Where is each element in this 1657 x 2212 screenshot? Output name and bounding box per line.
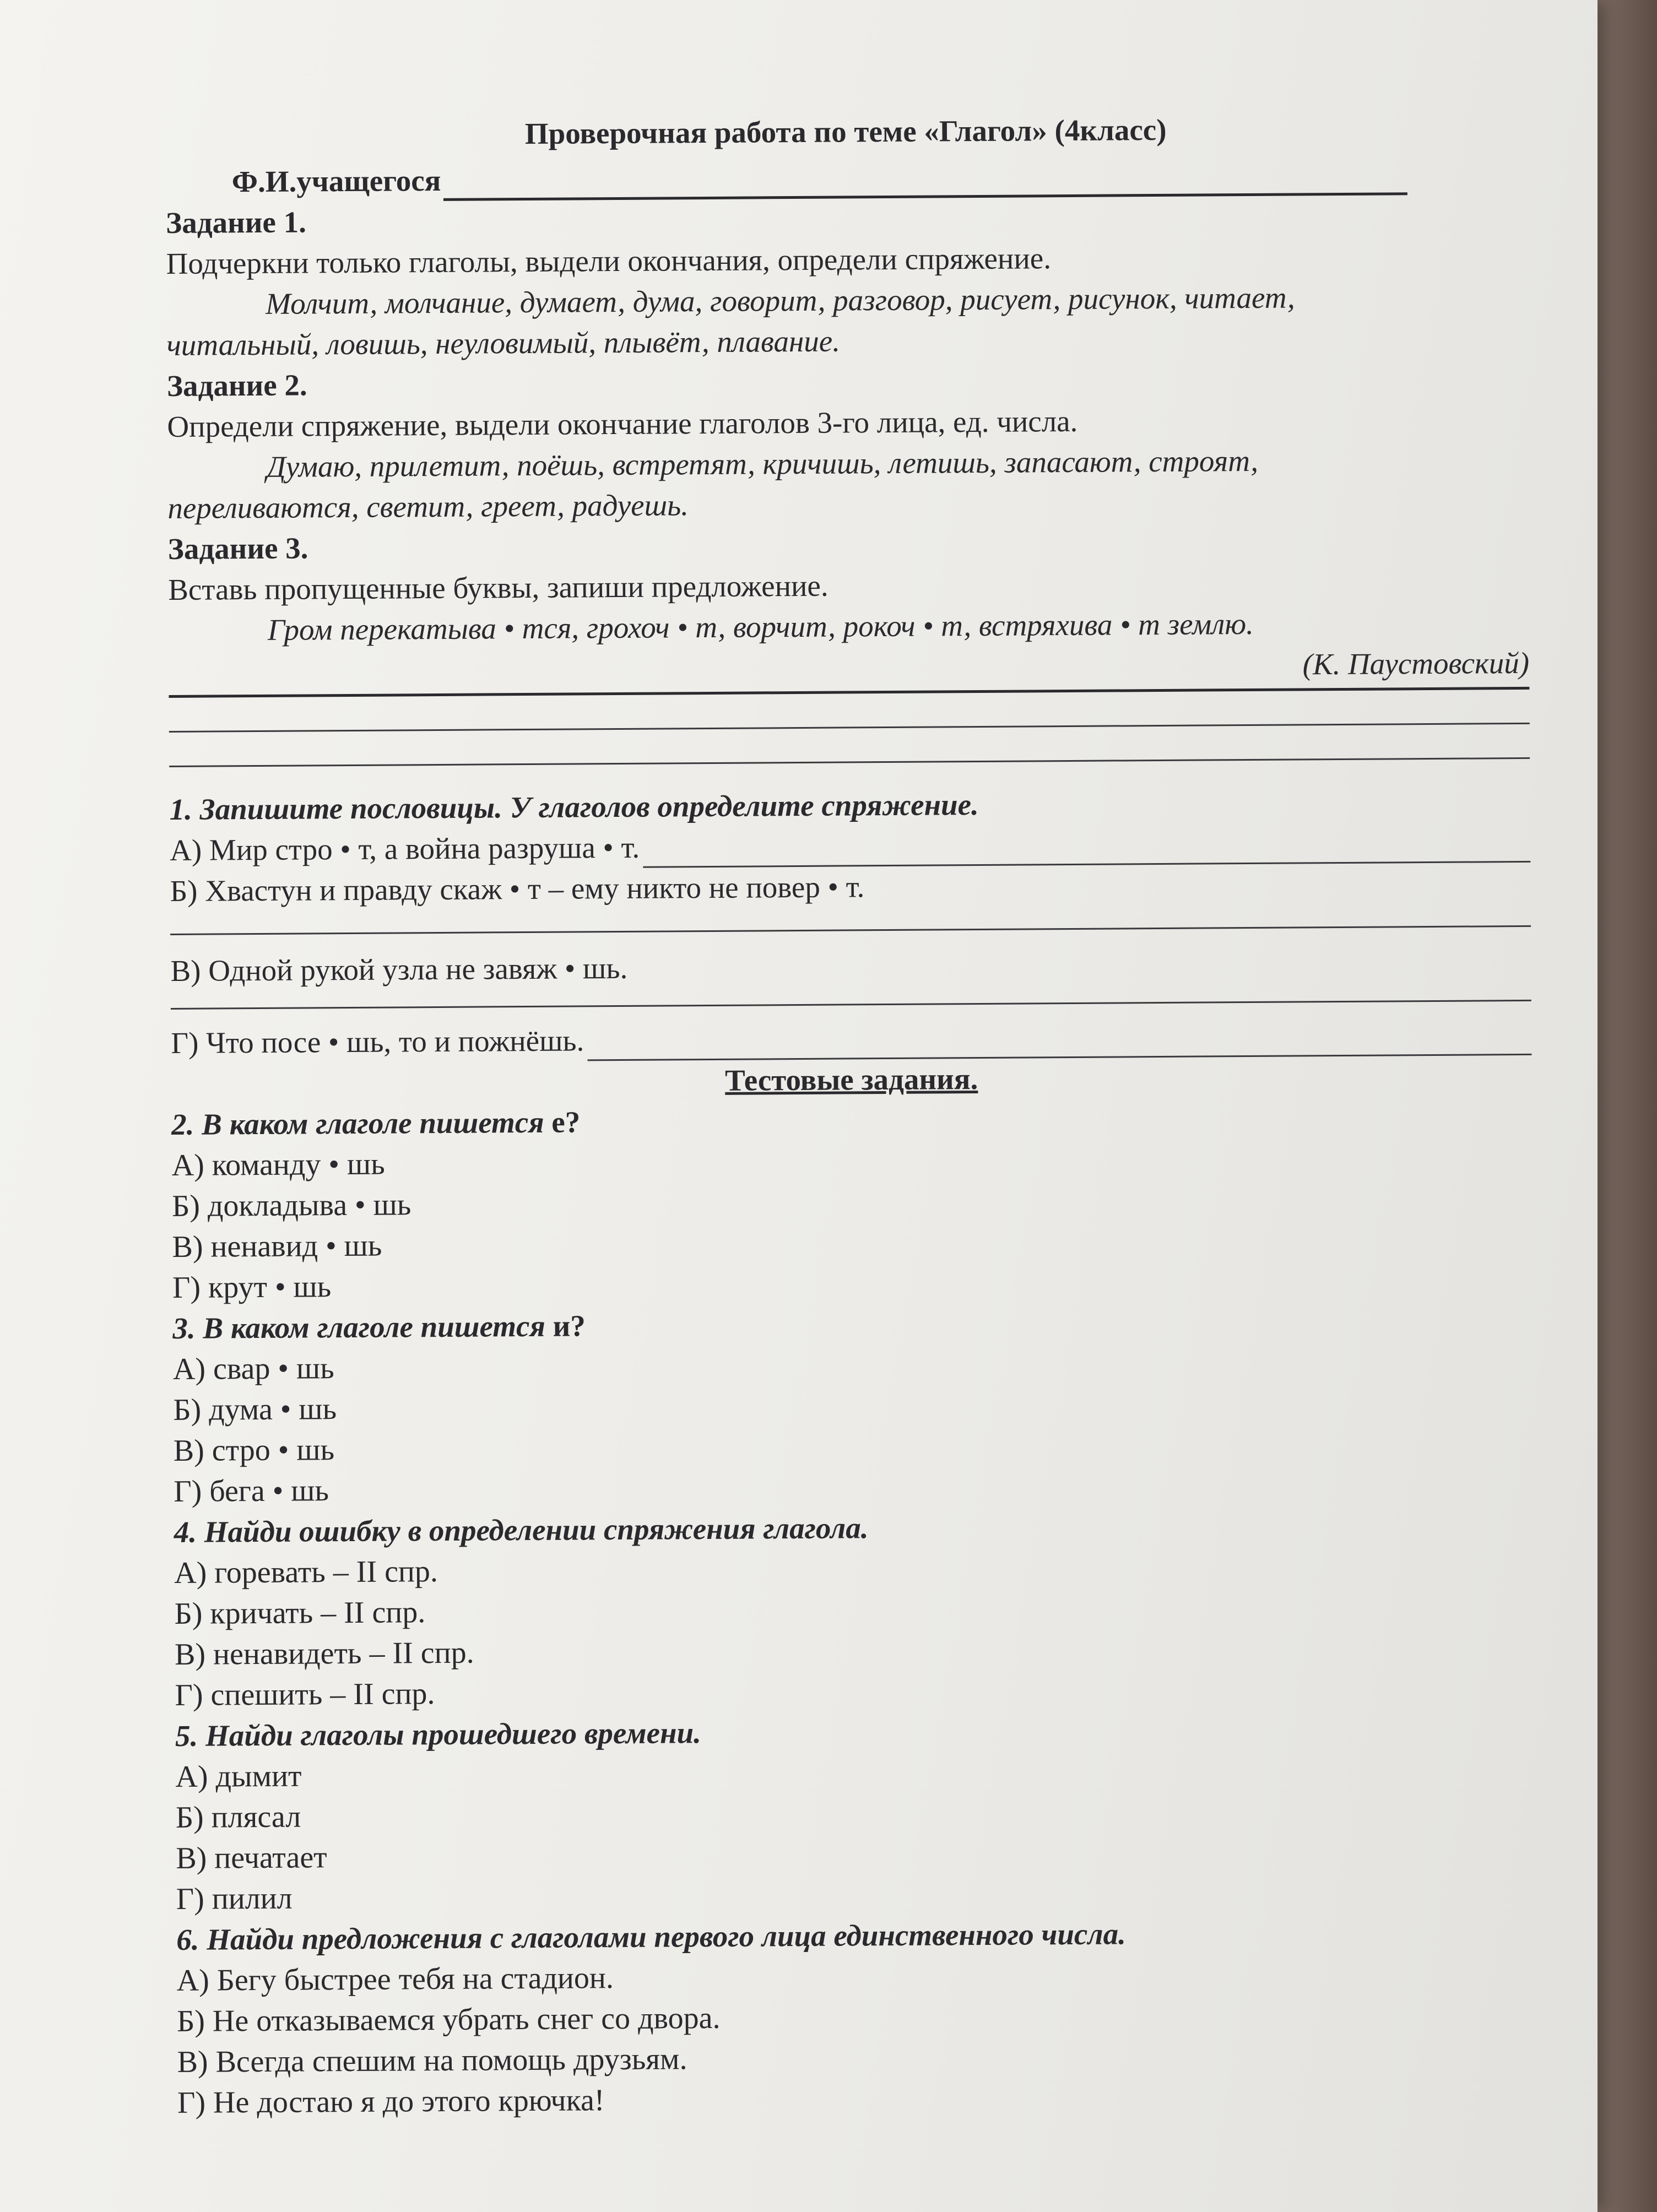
question-4-option-v[interactable]: В) ненавидеть – II спр. [174,1635,474,1672]
question-2 [171,1096,1533,1308]
student-name-row [166,154,1526,203]
question-3-option-g[interactable]: Г) бега • шь [174,1473,329,1509]
proverb-v: В) Одной рукой узла не завяж • шь. [170,951,628,988]
task-1-words-line-1: Молчит, молчание, думает, дума, говорит, разговор, рисует, рисунок, читает, [265,280,1295,321]
student-name-field[interactable] [443,161,1407,201]
question-3-option-a[interactable]: А) свар • шь [172,1351,334,1386]
task-2 [167,357,1529,529]
task-3-sentence: Гром перекатыва • тся, грохоч • т, ворчит, рокоч • т, встряхива • т землю. [267,606,1254,647]
task-2-words-line-1: Думаю, прилетит, поёшь, встретят, кричишь, летишь, запасают, строят, [266,443,1259,484]
task-2-words-line-2: переливаются, светит, греет, радуешь. [167,488,689,525]
proverb-a-row [170,822,1530,871]
proverb-g: Г) Что посе • шь, то и пожнёшь. [171,1023,584,1060]
question-4-option-b[interactable]: Б) кричать – II спр. [174,1595,426,1631]
question-5-option-b[interactable]: Б) плясал [175,1799,301,1835]
page-title: Проверочная работа по теме «Глагол» (4класс) [524,112,1167,151]
question-2-option-a[interactable]: А) команду • шь [171,1147,385,1183]
question-6-option-g[interactable]: Г) Не достаю я до этого крючка! [177,2083,605,2120]
proverb-g-row [171,1015,1531,1064]
task-3 [168,521,1530,767]
question-5-option-v[interactable]: В) печатает [176,1840,327,1875]
task-1-title: Задание 1. [166,205,307,240]
question-6-title: 6. Найди предложения с глаголами первого лица единственного числа. [176,1917,1127,1956]
tests-heading: Тестовые задания. [724,1062,978,1097]
question-3-title-letter: и? [553,1309,586,1343]
worksheet [165,107,1538,2123]
task-1-words-line-2: читальный, ловишь, неуловимый, плывёт, плавание. [166,324,841,362]
question-5 [175,1707,1537,1920]
question-3-option-v[interactable]: В) стро • шь [173,1433,335,1468]
question-6-option-b[interactable]: Б) Не отказываемся убрать снег со двора. [176,2000,721,2038]
question-6-option-a[interactable]: А) Бегу быстрее тебя на стадион. [176,1961,614,1998]
task-3-instruction: Вставь пропущенные буквы, запиши предложение. [168,568,829,606]
task-3-title: Задание 3. [167,531,308,566]
question-2-option-v[interactable]: В) ненавид • шь [172,1228,382,1264]
question-5-option-g[interactable]: Г) пилил [176,1881,293,1916]
question-3 [172,1300,1534,1512]
question-4-option-g[interactable]: Г) спешить – II спр. [175,1677,435,1712]
question-5-title: 5. Найди глаголы прошедшего времени. [175,1716,702,1753]
question-6 [176,1911,1538,2123]
question-5-option-a[interactable]: А) дымит [175,1759,302,1794]
question-4 [174,1504,1535,1716]
question-6-option-v[interactable]: В) Всегда спешим на помощь друзьям. [177,2042,687,2079]
task-2-instruction: Определи спряжение, выдели окончание глаголов 3-го лица, ед. числа. [167,404,1078,443]
question-4-title: 4. Найди ошибку в определении спряжения глагола. [174,1511,869,1549]
task-3-author: (К. Паустовский) [1302,646,1530,681]
proverb-b: Б) Хвастун и правду скаж • т – ему никто не повер • т. [170,870,865,908]
task-2-title: Задание 2. [166,368,307,403]
proverbs-task [169,781,1531,1064]
proverbs-title: 1. Запишите пословицы. У глаголов определите спряжение. [169,788,979,826]
task-1-instruction: Подчеркни только глаголы, выдели окончания, определи спряжение. [166,241,1052,280]
question-2-option-b[interactable]: Б) докладыва • шь [171,1188,411,1223]
question-2-option-g[interactable]: Г) крут • шь [172,1270,332,1305]
proverb-a: А) Мир стро • т, а война разруша • т. [169,830,640,867]
question-2-title-text: 2. В каком глаголе пишется [171,1105,552,1141]
student-name-label: Ф.И.учащегося [231,163,441,199]
task-1 [166,194,1528,366]
question-3-option-b[interactable]: Б) дума • шь [173,1392,337,1427]
question-2-title-letter: е? [551,1105,581,1139]
question-3-title-text: 3. В каком глаголе пишется [172,1309,553,1345]
question-4-option-a[interactable]: А) горевать – II спр. [174,1554,438,1590]
